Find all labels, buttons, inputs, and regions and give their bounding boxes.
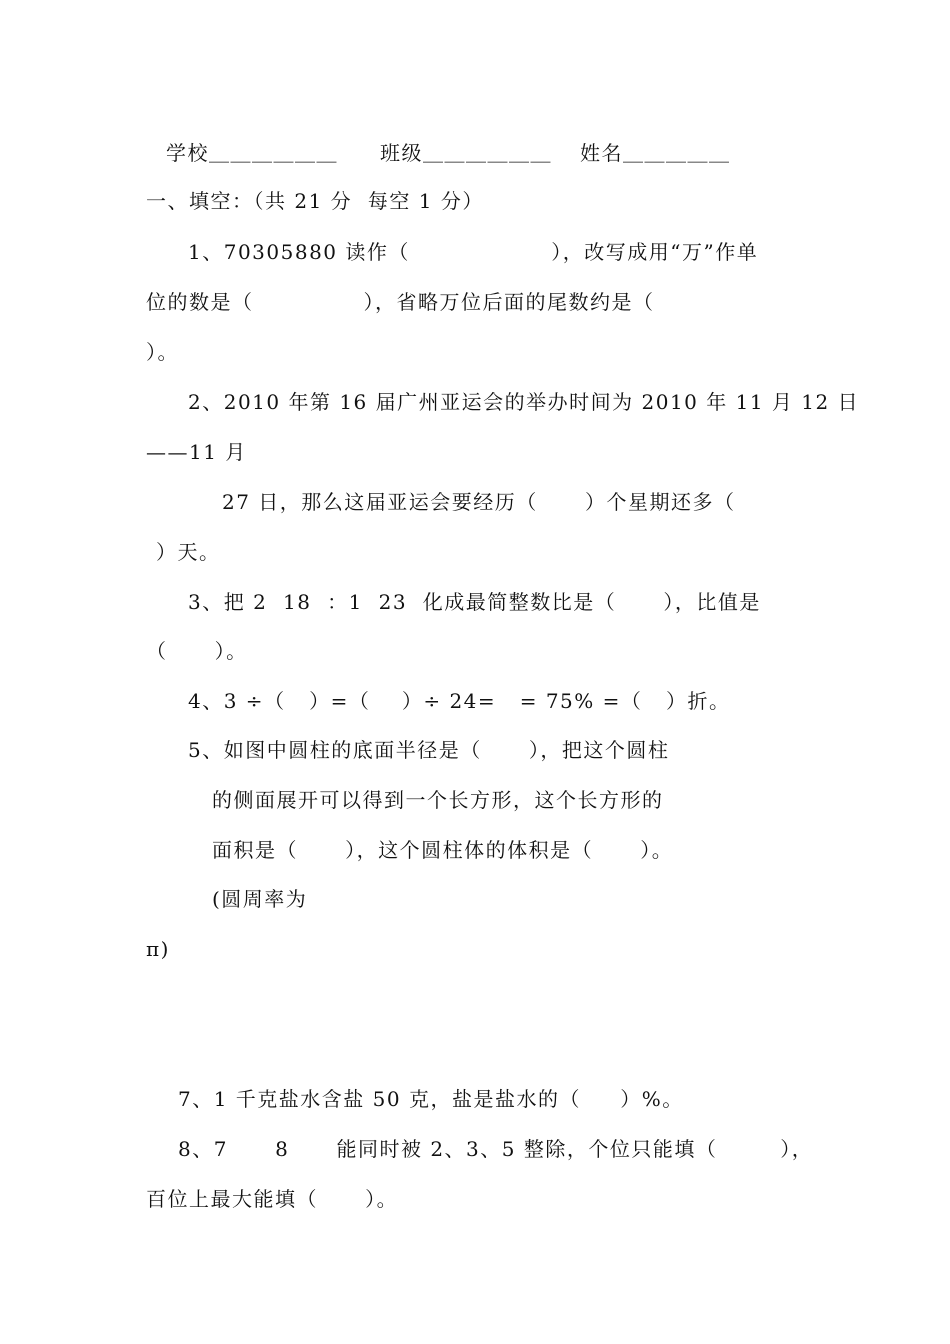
q1-line3: ）。 (146, 340, 179, 364)
header-school: 学校＿＿＿＿＿＿ (166, 141, 338, 165)
q2-line2: ——11 月 (146, 440, 247, 464)
q3-line2: （ ）。 (146, 639, 248, 663)
q2-line4: ）天。 (156, 540, 221, 564)
q5-line2: 的侧面展开可以得到一个长方形，这个长方形的 (212, 788, 664, 812)
q7-line1: 7、1 千克盐水含盐 50 克，盐是盐水的（ ）%。 (178, 1087, 684, 1111)
header-name: 姓名＿＿＿＿＿ (580, 141, 731, 165)
q8-line1: 8、7 8 能同时被 2、3、5 整除，个位只能填（ ）， (178, 1137, 814, 1161)
q5-line4: (圆周率为 (212, 887, 308, 911)
q2-line3: 27 日，那么这届亚运会要经历（ ）个星期还多（ (222, 490, 736, 514)
q1-line1: 1、70305880 读作（ ），改写成用“万”作单 (188, 240, 759, 264)
q5-line1: 5、如图中圆柱的底面半径是（ ），把这个圆柱 (188, 738, 670, 762)
q5-line5: π) (146, 937, 170, 961)
q1-line2: 位的数是（ ），省略万位后面的尾数约是（ (146, 290, 655, 314)
q8-line2: 百位上最大能填（ ）。 (146, 1187, 399, 1211)
q4-line1: 4、3 ÷（ ）=（ ）÷ 24= = 75% =（ ）折。 (188, 689, 731, 713)
q5-line3: 面积是（ ），这个圆柱体的体积是（ ）。 (212, 838, 674, 862)
q3-line1: 3、把 2 18 ：1 23 化成最简整数比是（ ），比值是 (188, 590, 761, 614)
q2-line1: 2、2010 年第 16 届广州亚运会的举办时间为 2010 年 11 月 12 日 (188, 390, 860, 414)
section-title: 一、填空：（共 21 分 每空 1 分） (146, 189, 484, 213)
header-class: 班级＿＿＿＿＿＿ (380, 141, 552, 165)
